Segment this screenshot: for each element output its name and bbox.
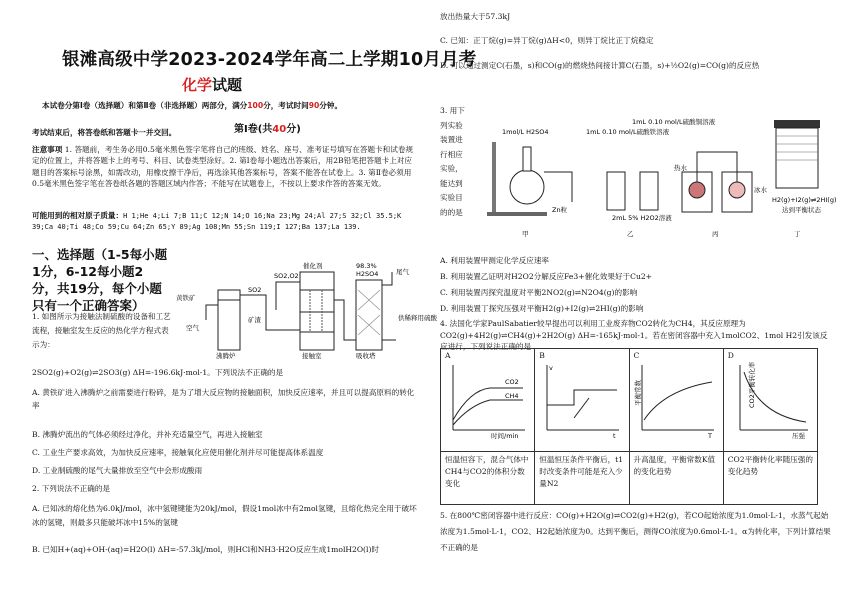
q2-option-a: A. 已知冰的熔化热为6.0kJ/mol，冰中氢键键能为20kJ/mol，假设1mol冰中有2mol氢键，且熔化热完全用于破坏冰的氢键，则最多只能破坏冰中15%的氢键 xyxy=(32,504,417,527)
intro-score: 100 xyxy=(247,101,264,110)
label-bing: 丙 xyxy=(712,230,719,238)
atomic-mass-block xyxy=(32,211,417,232)
q4-graph-c xyxy=(634,360,718,440)
q2-option-b: B. 已知H+(aq)+OH-(aq)=H2O(l) ΔH=-57.3kJ/mol，则HCl和NH3·H2O反应生成1molH2O(l)时 xyxy=(32,545,380,554)
graph-a-ch4: CH4 xyxy=(505,392,519,400)
q3-option-c: C. 利用装置丙探究温度对平衡2NO2(g)⇌N2O4(g)的影响 xyxy=(440,288,638,297)
exam-subtitle xyxy=(182,74,242,95)
tube-yi-2 xyxy=(640,172,658,210)
intro-line2: 考试结束后，将答卷纸和答题卡一并交回。 xyxy=(32,128,177,137)
part1-text-b: 分) xyxy=(286,124,301,135)
diagram-label-slag: 矿渣 xyxy=(248,316,261,324)
label-jia: 甲 xyxy=(522,230,529,238)
part1-text-a: 第Ⅰ卷(共 xyxy=(234,124,273,135)
diagram-label-acid: H2SO4 xyxy=(356,270,379,278)
q4-graph-d xyxy=(728,360,812,440)
graph-a-xlabel: 时间/min xyxy=(491,432,519,440)
intro-text-a: 本试卷分第Ⅰ卷（选择题）和第Ⅱ卷（非选择题）两部分，满分 xyxy=(42,101,248,110)
syringe-ding xyxy=(776,128,818,188)
q1-equation: 2SO2(g)+O2(g)⇌2SO3(g) ΔH=-196.6kJ·mol-1。下列说法不正确的是 xyxy=(32,368,284,377)
q4-cell-a xyxy=(441,349,535,452)
diagram-label-contact: 接触室 xyxy=(302,352,322,360)
subtitle-subject: 化学 xyxy=(182,76,213,94)
label-cu: 1mL 0.10 mol/L硫酸铜溶液 xyxy=(632,118,716,126)
label-zn: Zn粒 xyxy=(552,206,568,214)
q2-option-d: D. 可以通过测定C(石墨，s)和CO(g)的燃烧热间接计算C(石墨，s)+½O2(g)=CO(g)的反应热 xyxy=(440,61,760,70)
q4-graph-a xyxy=(445,360,529,440)
diagram-label-air: 空气 xyxy=(186,324,199,332)
label-fe: 1mL 0.10 mol/L硫酸铁溶液 xyxy=(586,128,670,136)
q4-text-row xyxy=(441,452,818,505)
contact-process-diagram xyxy=(176,260,437,360)
q3-apparatus-figure xyxy=(482,112,837,242)
intro-text-c: 分钟。 xyxy=(319,101,343,110)
diagram-label-concentration: 98.3% xyxy=(356,262,377,270)
furnace-shape xyxy=(218,290,240,350)
absorber-shape xyxy=(356,280,382,350)
q2-stem: 2. 下列说法不正确的是 xyxy=(32,484,111,493)
label-ice-water: 冰水 xyxy=(754,186,767,194)
q3-option-b: B. 利用装置乙证明对H2O2分解反应Fe3+催化效果好于Cu2+ xyxy=(440,272,653,281)
q1-option-b: B. 沸腾炉流出的气体必须经过净化，并补充适量空气，再进入接触室 xyxy=(32,430,263,439)
tube-yi-1 xyxy=(607,172,625,210)
q4-header-c: C xyxy=(633,351,640,360)
diagram-label-dilution: 供稀释用硫酸 xyxy=(398,314,437,322)
diagram-label-so2: SO2 xyxy=(248,286,262,294)
diagram-label-pyrite: 黄铁矿 xyxy=(176,294,196,302)
label-yi: 乙 xyxy=(627,230,634,238)
q4-cell-d xyxy=(723,349,817,452)
q4-header-b: B xyxy=(539,351,545,360)
diagram-label-furnace: 沸腾炉 xyxy=(216,352,236,360)
q1-option-c: C. 工业生产要求高效，为加快反应速率，接触氧化应使用催化剂并尽可能提高体系温度 xyxy=(32,448,324,457)
contact-chamber-shape xyxy=(300,272,334,350)
q1-stem: 1. 如图所示为接触法制硫酸的设备和工艺流程，接触室发生反应的热化学方程式表示为： xyxy=(32,312,171,349)
graph-b-xlabel: t xyxy=(613,432,616,440)
atomic-list: H 1;He 4;Li 7;B 11;C 12;N 14;O 16;Na 23;Mg 24;Al 27;S 32;Cl 35.5;K 39;Ca 40;Ti 48;Co 59;Cu 64;Zn 65;Y 89;Ag 108;Mn 55;Sn 119;I 127;Ba 137;La 139. xyxy=(32,212,402,231)
graph-d-xlabel: 压强 xyxy=(791,432,805,440)
q4-graph-row xyxy=(441,349,818,452)
label-hot-water: 热水 xyxy=(674,164,687,172)
notes-text: 1. 答题前，考生务必用0.5毫米黑色签字笔将自己的班级、姓名、座号、准考证号填写在答题卡和试卷规定的位置上，并将答题卡上的考号、科目、试卷类型涂好。2. 第Ⅰ卷每小题选出答案后，用2B铅笔把答题卡上对应题目的答案标号涂黑，如需改动，用橡皮擦干净后，再选涂其他答案标号，答案不能答在试卷上。3. 第Ⅱ卷必须用0.5毫米黑色签字笔在答卷纸各题的答题区域内作答；不能写在试题卷上，不按以上要求作答的答案无效。 xyxy=(32,145,414,188)
notes-block xyxy=(32,144,417,189)
q4-cell-c xyxy=(629,349,723,452)
section-heading-1: 一、选择题（1-5每小题1分，6-12每小题2分，共19分，每个小题只有一个正确答案） xyxy=(32,247,168,313)
q2-b-continued: 放出热量大于57.3kJ xyxy=(440,12,511,21)
graph-c-xlabel: T xyxy=(707,432,712,440)
q4-header-d: D xyxy=(727,351,734,360)
q4-graph-b xyxy=(539,360,623,440)
flask-jia xyxy=(510,170,544,204)
diagram-label-catalyst: 催化剂 xyxy=(303,262,323,270)
q4-options-table xyxy=(440,348,818,505)
q4-text-a: 恒温恒容下，混合气体中CH4与CO2的体积分数变化 xyxy=(441,452,535,505)
q5-stem: 5. 在800℃密闭容器中进行反应：CO(g)+H2O(g)⇌CO2(g)+H2(g)，若CO起始浓度为1.0mol·L-1，水蒸气起始浓度为1.5mol·L-1，CO2、H2起始浓度为0。达到平衡后，测得CO浓度为0.6mol·L-1。α为转化率，下列计算结果不正确的是 xyxy=(440,511,831,552)
q3-stem: 3. 用下列实验装置进行相应实验，能达到实验目的的是 xyxy=(440,106,465,217)
subtitle-suffix: 试题 xyxy=(212,76,243,94)
label-h2o2: 2mL 5% H2O2溶液 xyxy=(612,214,672,222)
q1-option-a: A. 黄铁矿进入沸腾炉之前需要进行粉碎，是为了增大反应物的接触面积，加快反应速率，并且可以提高原料的转化率 xyxy=(32,388,415,410)
atomic-label: 可能用到的相对原子质量： xyxy=(32,211,124,220)
q3-option-a: A. 利用装置甲测定化学反应速率 xyxy=(440,256,550,265)
label-equilibrium: 达到平衡状态 xyxy=(782,206,821,214)
graph-b-ylabel: v xyxy=(549,364,554,372)
notes-label: 注意事项 xyxy=(32,145,63,154)
part1-score: 40 xyxy=(272,124,287,135)
q1-option-d: D. 工业制硫酸的尾气大量排放至空气中会形成酸雨 xyxy=(32,466,203,475)
q4-text-c: 升高温度，平衡常数K值的变化趋势 xyxy=(629,452,723,505)
stand-rod xyxy=(492,142,496,212)
q4-text-d: CO2平衡转化率随压强的变化趋势 xyxy=(723,452,817,505)
graph-a-co2: CO2 xyxy=(505,378,519,386)
q3-option-d: D. 利用装置丁探究压强对平衡H2(g)+I2(g)⇌2HI(g)的影响 xyxy=(440,304,644,313)
graph-d-ylabel: CO2平衡转化率 xyxy=(747,361,756,408)
q4-cell-b xyxy=(535,349,629,452)
intro-line1 xyxy=(42,101,342,111)
q4-text-b: 恒温恒压条件平衡后，t1时改变条件可能是充入少量N2 xyxy=(535,452,629,505)
graph-c-ylabel: 平衡常数 xyxy=(633,380,642,406)
label-hi-eq: H2(g)+I2(g)⇌2HI(g) xyxy=(772,196,837,204)
diagram-label-absorber: 吸收塔 xyxy=(356,352,376,360)
diagram-label-so2-o2: SO2,O2 xyxy=(274,272,299,280)
intro-time: 90 xyxy=(308,101,320,110)
part1-heading xyxy=(234,125,301,135)
exam-title: 银滩高级中学2023-2024学年高二上学期10月月考 xyxy=(62,50,477,70)
label-ding: 丁 xyxy=(794,230,801,238)
diagram-label-tail-gas: 尾气 xyxy=(396,268,409,276)
q4-stem: 4. 法国化学家PaulSabatier较早提出可以利用工业废弃物CO2转化为CH4，其反应原理为CO2(g)+4H2(g)⇌CH4(g)+2H2O(g) ΔH=-165kJ·mol-1。若在密闭容器中充入1molCO2、1mol H2引发该反应进行，下列说法正确的是 xyxy=(440,319,828,351)
q2-option-c: C. 已知：正丁烷(g)=异丁烷(g)ΔH<0，则异丁烷比正丁烷稳定 xyxy=(440,36,654,45)
q4-header-a: A xyxy=(445,351,451,360)
intro-text-b: 分，考试时间 xyxy=(263,101,309,110)
label-h2so4: 1mol/L H2SO4 xyxy=(502,128,549,136)
